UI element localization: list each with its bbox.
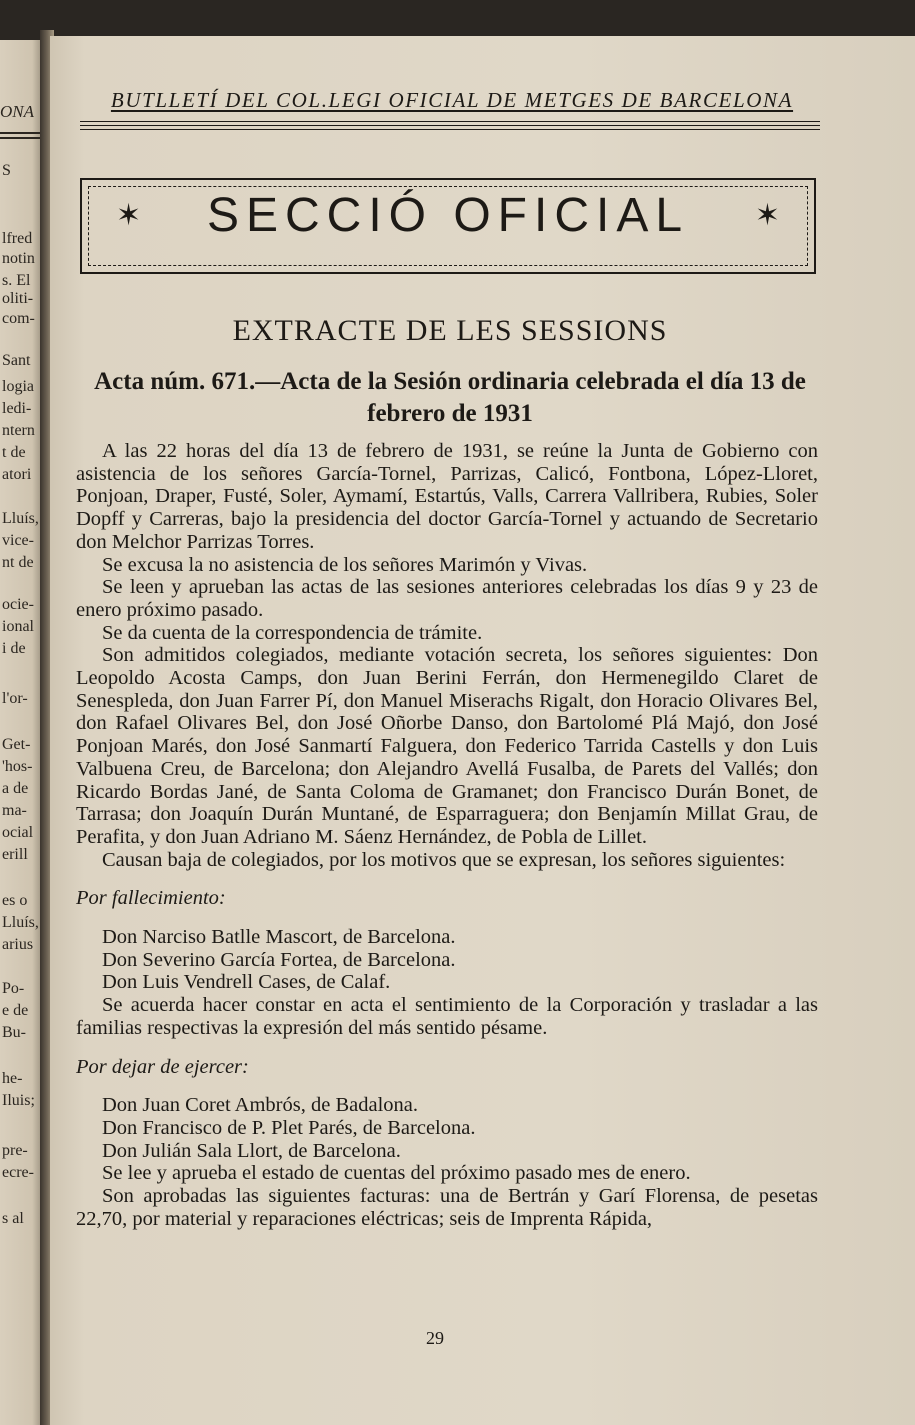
left-page-fragment: oliti- <box>2 290 34 307</box>
left-page-fragment: a de <box>2 780 29 797</box>
left-page-fragment: ocie- <box>2 596 34 613</box>
paragraph: Se lee y aprueba el estado de cuentas del próximo pasado mes de enero. <box>102 1162 691 1185</box>
list-item: Don Narciso Batlle Mascort, de Barcelona. <box>102 926 456 949</box>
list-item: Don Juan Coret Ambrós, de Badalona. <box>102 1094 418 1117</box>
left-page-fragment: es o <box>2 892 28 909</box>
star-icon: ✶ <box>116 199 142 232</box>
paragraph: Se excusa la no asistencia de los señores Marimón y Vivas. <box>102 553 588 576</box>
left-page-fragment: ntern <box>2 422 35 439</box>
left-page-fragment: Bu- <box>2 1024 26 1041</box>
left-page-fragment: S <box>2 162 11 179</box>
left-page-fragment: i de <box>2 640 26 657</box>
left-page-fragment: 'hos- <box>2 758 33 775</box>
left-page-fragment: Sant <box>2 352 31 369</box>
subheading-fallecimiento: Por fallecimiento: <box>76 887 226 910</box>
left-page-fragment: com- <box>2 310 35 327</box>
spacer <box>76 871 818 887</box>
left-page-fragment: notin <box>2 250 35 267</box>
paragraph: A las 22 horas del día 13 de febrero de 1931, se reúne la Junta de Gobierno con asistencia de los señores García-Tornel, Parrizas, Calicó, Fontbona, López-Lloret, Ponjoan, Draper, Fusté, Soler, Aymamí, Estartús, Valls, Carrera Vallribera, Rubies, Soler Dopff y Carreras, bajo la presidencia del doctor García-Tornel y actuando de Secretario don Melchor Parrizas Torres. <box>76 440 818 553</box>
left-page-fragment: Get- <box>2 736 31 753</box>
paragraph: Se leen y aprueban las actas de las sesiones anteriores celebradas los días 9 y 23 de enero próximo pasado. <box>76 576 818 621</box>
left-page-fragment: t de <box>2 444 26 461</box>
left-page-fragment: ocial <box>2 824 34 841</box>
left-page-fragment: s al <box>2 1210 24 1227</box>
paragraph: Son admitidos colegiados, mediante votación secreta, los señores siguientes: Don Leopoldo Acosta Camps, don Juan Berini Ferrán, don Hermenegildo Claret de Senespleda, don Juan Farrer Pí, don Manuel Miserachs Rigalt, don Horacio Olivares Bel, don Rafael Olivares Bel, don José Oñorbe Danso, don Bartolomé Plá Majó, don José Ponjoan Marés, don José Sanmartí Falguera, don Federico Tarrida Castells y don Luis Valbuena Creu, de Barcelona; don Alejandro Avellá Fusalba, de Parets del Vallés; don Ricardo Bordas Jané, de Santa Coloma de Gramanet; don Francisco Durán Bonet, de Tarrasa; don Joaquín Durán Muntané, de Esparraguera; don Benjamín Millat Grau, de Perafita, y don Juan Adriano M. Sáenz Hernández, de Pobla de Lillet. <box>76 644 818 848</box>
left-page-fragment: logia <box>2 378 34 395</box>
paragraph: Causan baja de colegiados, por los motivos que se expresan, los señores siguientes: <box>102 848 786 871</box>
body-text <box>76 440 818 1231</box>
section-banner <box>80 178 816 274</box>
left-page-fragment: he- <box>2 1070 23 1087</box>
paragraph: Se acuerda hacer constar en acta el sentimiento de la Corporación y trasladar a las familias respectivas la expresión del más sentido pésame. <box>76 994 818 1039</box>
banner-title: SECCIÓ OFICIAL <box>206 189 690 242</box>
paragraph: Son aprobadas las siguientes facturas: una de Bertrán y Garí Florensa, de pesetas 22,70, por material y reparaciones eléctricas; seis de Imprenta Rápida, <box>76 1185 818 1230</box>
list-item: Don Luis Vendrell Cases, de Calaf. <box>102 971 391 994</box>
list-item: Don Francisco de P. Plet Parés, de Barcelona. <box>102 1116 476 1139</box>
left-page-fragment: pre- <box>2 1142 28 1159</box>
left-page-fragment: arius <box>2 936 34 953</box>
left-page-fragment: Po- <box>2 980 25 997</box>
left-page-fragment: e de <box>2 1002 29 1019</box>
page-number: 29 <box>426 1328 444 1348</box>
left-page-fragment: Iluis; <box>2 1092 35 1109</box>
left-page-fragment: ecre- <box>2 1164 34 1181</box>
star-icon: ✶ <box>754 199 780 232</box>
left-page-fragment: l'or- <box>2 690 28 707</box>
left-page-fragment: lfred <box>2 230 33 247</box>
left-page-fragment: ional <box>2 618 34 635</box>
spacer <box>76 1078 818 1094</box>
left-page-fragment: vice- <box>2 532 34 549</box>
left-page-fragment: Lluís, <box>2 510 39 527</box>
spacer <box>76 910 818 926</box>
section-heading: EXTRACTE DE LES SESSIONS <box>232 314 668 347</box>
acta-heading: Acta núm. 671.—Acta de la Sesión ordinaria celebrada el día 13 de febrero de 1931 <box>94 368 806 427</box>
left-page-fragment: Lluís, <box>2 914 39 931</box>
left-page-fragment: atori <box>2 466 32 483</box>
left-page-header-fragment: ONA <box>0 102 34 121</box>
document-page <box>50 36 915 1425</box>
left-page-fragment: erill <box>2 846 28 863</box>
spacer <box>76 1040 818 1056</box>
subheading-ejercer: Por dejar de ejercer: <box>76 1055 249 1078</box>
list-item: Don Severino García Fortea, de Barcelona. <box>102 948 456 971</box>
running-head: BUTLLETÍ DEL COL.LEGI OFICIAL DE METGES DE BARCELONA <box>110 88 794 112</box>
left-page-fragment: nt de <box>2 554 34 571</box>
left-page-fragment: ledi- <box>2 400 32 417</box>
header-rules <box>80 121 820 133</box>
paragraph: Se da cuenta de la correspondencia de trámite. <box>102 621 483 644</box>
list-item: Don Julián Sala Llort, de Barcelona. <box>102 1139 401 1162</box>
left-page-fragment: ma- <box>2 802 27 819</box>
left-page-fragment: s. El <box>2 272 31 289</box>
